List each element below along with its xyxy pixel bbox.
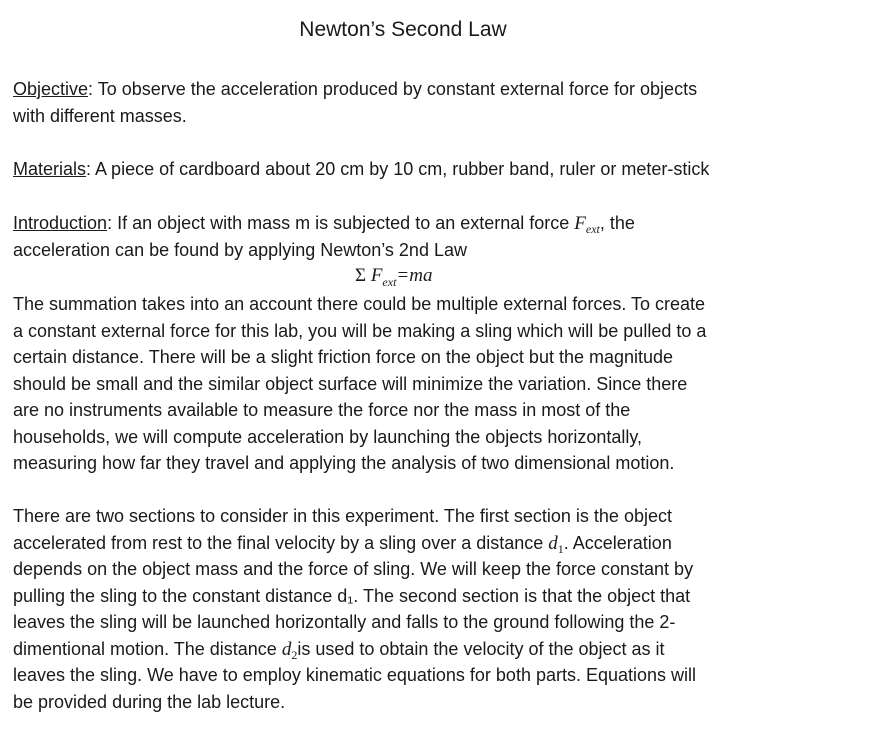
introduction-label: Introduction xyxy=(13,213,108,233)
introduction-line-1 xyxy=(13,210,833,237)
objective-text-1: : To observe the acceleration produced by constant external force for objects xyxy=(88,79,698,99)
materials-line xyxy=(13,156,833,183)
materials-text: : A piece of cardboard about 20 cm by 10 cm, rubber band, ruler or meter-stick xyxy=(86,159,710,179)
paragraph-1-line: are no instruments available to measure the force nor the mass in most of the xyxy=(13,400,631,420)
equation-subscript: ext xyxy=(382,275,397,289)
paragraph-2 xyxy=(13,503,833,715)
paragraph-2-line-2-start: accelerated from rest to the final velocity by a sling over a distance xyxy=(13,532,549,553)
d1-subscript: 1 xyxy=(557,541,564,556)
paragraph-2-line: leaves the sling. We have to employ kinematic equations for both parts. Equations will xyxy=(13,665,697,685)
paragraph-1-line: The summation takes into an account there could be multiple external forces. To create xyxy=(13,294,706,314)
paragraph-1-line: certain distance. There will be a slight friction force on the object but the magnitude xyxy=(13,347,674,367)
paragraph-1-line: measuring how far they travel and applying the analysis of two dimensional motion. xyxy=(13,453,675,473)
objective-line-2: with different masses. xyxy=(13,105,187,126)
page-title: Newton’s Second Law xyxy=(299,18,507,41)
d2-subscript: 2 xyxy=(291,647,298,662)
paragraph-2-line-6-start: dimentional motion. The distance xyxy=(13,638,282,659)
paragraph-1-line: households, we will compute acceleration by launching the objects horizontally, xyxy=(13,426,643,447)
paragraph-1-line: should be small and the similar object surface will minimize the variation. Since there xyxy=(13,373,688,394)
d1-letter: d xyxy=(548,532,558,554)
paragraph-2-line-2-end: . Acceleration xyxy=(563,532,672,553)
equation-sigma: Σ xyxy=(355,265,367,286)
materials-label: Materials xyxy=(13,159,87,179)
force-symbol xyxy=(574,213,600,234)
objective-section xyxy=(13,76,833,129)
equation-rhs: =ma xyxy=(396,265,433,286)
paragraph-2-line xyxy=(13,530,833,557)
paragraph-2-line: depends on the object mass and the force of sling. We will keep the force constant by xyxy=(13,559,694,579)
paragraph-2-line-6-end: is used to obtain the velocity of the object as it xyxy=(297,638,665,659)
paragraph-2-line: leaves the sling will be launched horizontally and falls to the ground following the 2- xyxy=(13,612,676,632)
objective-label: Objective xyxy=(13,79,89,99)
d2-letter: d xyxy=(281,638,292,660)
equation-force: F xyxy=(370,265,383,286)
d2-symbol xyxy=(282,639,298,660)
paragraph-2-line: There are two sections to consider in this experiment. The first section is the object xyxy=(13,506,672,526)
introduction-section xyxy=(13,210,833,263)
paragraph-1-line: a constant external force for this lab, you will be making a sling which will be pulled to a xyxy=(13,320,707,341)
newton-equation xyxy=(355,263,432,289)
introduction-line-2: acceleration can be found by applying Newton’s 2nd Law xyxy=(13,239,467,260)
force-subscript: ext xyxy=(585,222,600,236)
objective-line-1 xyxy=(13,76,833,103)
d1-symbol xyxy=(548,533,564,554)
materials-section xyxy=(13,156,833,183)
introduction-text-1-end: , the xyxy=(599,213,635,233)
paragraph-2-line: pulling the sling to the constant distance d₁. The second section is that the object that xyxy=(13,585,691,606)
paragraph-2-line: be provided during the lab lecture. xyxy=(13,691,286,712)
force-symbol-letter: F xyxy=(574,213,586,234)
paragraph-1 xyxy=(13,291,833,477)
introduction-text-1: : If an object with mass m is subjected to an external force xyxy=(107,213,575,233)
paragraph-2-line xyxy=(13,636,833,663)
